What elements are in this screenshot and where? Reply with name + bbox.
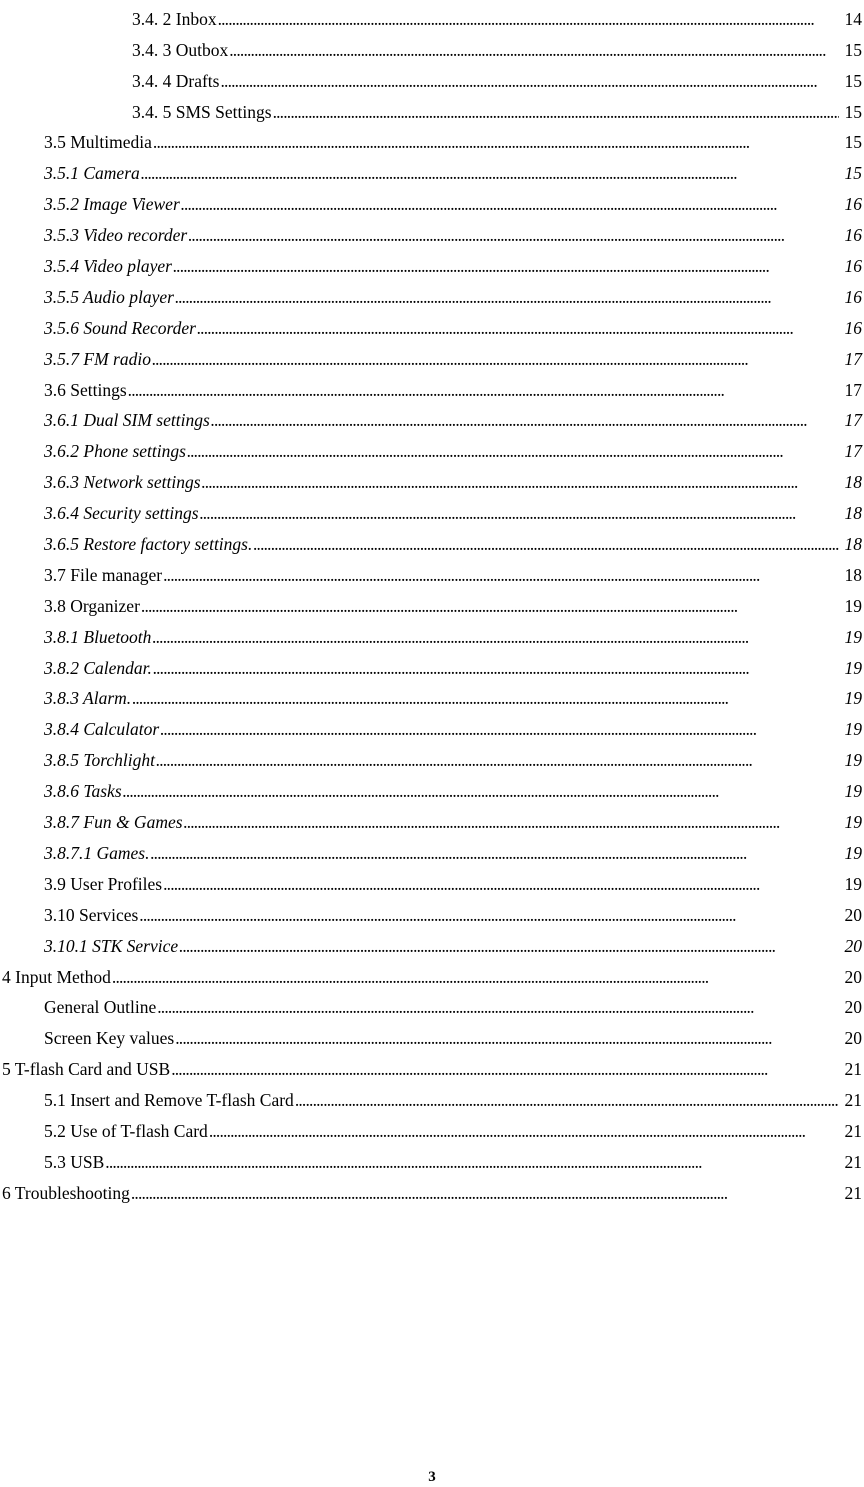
toc-dot-leader bbox=[171, 1058, 839, 1080]
toc-entry-page: 15 bbox=[844, 70, 862, 91]
toc-dot-leader bbox=[153, 657, 839, 679]
toc-entry-title: 3.6.3 Network settings bbox=[44, 472, 201, 493]
toc-dot-leader bbox=[141, 162, 839, 184]
toc-entry-page: 21 bbox=[844, 1090, 862, 1111]
toc-dot-leader bbox=[173, 255, 839, 277]
toc-entry-title: General Outline bbox=[44, 997, 157, 1018]
toc-dot-leader bbox=[197, 317, 839, 339]
toc-entry-title: 3.6.5 Restore factory settings. bbox=[44, 534, 253, 555]
toc-entry-page: 18 bbox=[844, 503, 862, 524]
page-number: 3 bbox=[428, 1469, 436, 1485]
toc-entry-page: 18 bbox=[844, 534, 862, 555]
toc-entry[interactable] bbox=[0, 802, 864, 833]
toc-entry[interactable] bbox=[0, 1049, 864, 1080]
toc-entry-title: 3.8.1 Bluetooth bbox=[44, 626, 152, 647]
toc-entry-page: 20 bbox=[844, 1028, 862, 1049]
toc-entry-title: 3.5 Multimedia bbox=[44, 132, 152, 153]
toc-entry-title: 3.5.7 FM radio bbox=[44, 348, 151, 369]
toc-entry-page: 20 bbox=[844, 966, 862, 987]
toc-entry[interactable] bbox=[0, 1111, 864, 1142]
toc-entry-title: 3.5.1 Camera bbox=[44, 163, 140, 184]
toc-dot-leader bbox=[220, 70, 839, 92]
toc-entry-page: 20 bbox=[844, 935, 862, 956]
toc-entry-title: 6 Troubleshooting bbox=[2, 1182, 130, 1203]
toc-entry-page: 19 bbox=[844, 750, 862, 771]
toc-dot-leader bbox=[153, 131, 839, 153]
toc-entry-title: 3.5.2 Image Viewer bbox=[44, 194, 180, 215]
toc-entry[interactable] bbox=[0, 1018, 864, 1049]
toc-entry[interactable] bbox=[0, 740, 864, 771]
toc-entry[interactable] bbox=[0, 709, 864, 740]
toc-dot-leader bbox=[128, 379, 839, 401]
toc-entry-page: 19 bbox=[844, 873, 862, 894]
toc-entry-title: 3.5.3 Video recorder bbox=[44, 225, 188, 246]
toc-entry[interactable] bbox=[0, 895, 864, 926]
toc-entry[interactable] bbox=[0, 401, 864, 432]
toc-dot-leader bbox=[139, 904, 839, 926]
toc-entry-title: 3.4. 3 Outbox bbox=[132, 39, 229, 60]
toc-entry-page: 15 bbox=[844, 101, 862, 122]
toc-entry-title: 3.8.7 Fun & Games bbox=[44, 812, 183, 833]
toc-entry[interactable] bbox=[0, 771, 864, 802]
toc-dot-leader bbox=[273, 101, 839, 123]
toc-entry[interactable] bbox=[0, 61, 864, 92]
toc-entry[interactable] bbox=[0, 431, 864, 462]
toc-dot-leader bbox=[218, 8, 839, 30]
toc-entry-title: 3.6.2 Phone settings bbox=[44, 441, 186, 462]
toc-entry[interactable] bbox=[0, 524, 864, 555]
toc-entry-page: 18 bbox=[844, 564, 862, 585]
toc-entry-title: 3.8.7.1 Games. bbox=[44, 842, 150, 863]
toc-entry-page: 19 bbox=[844, 595, 862, 616]
toc-entry-page: 21 bbox=[844, 1059, 862, 1080]
toc-entry[interactable] bbox=[0, 0, 864, 30]
toc-dot-leader bbox=[156, 749, 839, 771]
toc-entry-title: 3.5.4 Video player bbox=[44, 256, 172, 277]
toc-entry-page: 14 bbox=[844, 8, 862, 29]
toc-dot-leader bbox=[188, 224, 839, 246]
toc-entry[interactable] bbox=[0, 957, 864, 988]
toc-entry-title: 3.6 Settings bbox=[44, 379, 127, 400]
toc-entry[interactable] bbox=[0, 864, 864, 895]
toc-entry[interactable] bbox=[0, 277, 864, 308]
toc-entry[interactable] bbox=[0, 462, 864, 493]
toc-entry-title: 3.7 File manager bbox=[44, 564, 163, 585]
toc-entry-title: 4 Input Method bbox=[2, 966, 111, 987]
toc-dot-leader bbox=[209, 1120, 839, 1142]
toc-dot-leader bbox=[295, 1089, 839, 1111]
toc-entry-page: 20 bbox=[844, 997, 862, 1018]
toc-dot-leader bbox=[229, 39, 839, 61]
toc-dot-leader bbox=[253, 533, 839, 555]
toc-entry-title: 3.8.2 Calendar. bbox=[44, 657, 152, 678]
toc-dot-leader bbox=[152, 348, 839, 370]
toc-dot-leader bbox=[184, 811, 839, 833]
toc-entry[interactable] bbox=[0, 988, 864, 1019]
toc-entry-title: 3.8.5 Torchlight bbox=[44, 750, 156, 771]
toc-entry-page: 17 bbox=[844, 441, 862, 462]
toc-entry-title: 3.6.1 Dual SIM settings bbox=[44, 410, 210, 431]
toc-dot-leader bbox=[112, 966, 839, 988]
toc-entry-page: 21 bbox=[844, 1120, 862, 1141]
toc-entry-page: 19 bbox=[844, 781, 862, 802]
toc-entry[interactable] bbox=[0, 92, 864, 123]
toc-dot-leader bbox=[163, 873, 839, 895]
toc-entry-title: 3.8.4 Calculator bbox=[44, 719, 160, 740]
toc-entry-title: 3.8.3 Alarm. bbox=[44, 688, 132, 709]
toc-dot-leader bbox=[179, 935, 839, 957]
toc-entry-title: 3.4. 5 SMS Settings bbox=[132, 101, 272, 122]
toc-entry[interactable] bbox=[0, 246, 864, 277]
toc-entry-page: 21 bbox=[844, 1182, 862, 1203]
toc-entry[interactable] bbox=[0, 370, 864, 401]
toc-entry-title: 3.9 User Profiles bbox=[44, 873, 163, 894]
toc-entry-title: 3.4. 2 Inbox bbox=[132, 8, 217, 29]
toc-entry-title: 3.10 Services bbox=[44, 904, 139, 925]
toc-entry-title: Screen Key values bbox=[44, 1028, 175, 1049]
toc-entry-page: 16 bbox=[844, 286, 862, 307]
toc-dot-leader bbox=[131, 1182, 839, 1204]
toc-entry[interactable] bbox=[0, 1142, 864, 1173]
toc-entry[interactable] bbox=[0, 833, 864, 864]
toc-dot-leader bbox=[181, 193, 839, 215]
toc-entry-title: 5.2 Use of T-flash Card bbox=[44, 1120, 208, 1141]
toc-entry[interactable] bbox=[0, 308, 864, 339]
toc-entry[interactable] bbox=[0, 679, 864, 710]
toc-entry-title: 3.5.5 Audio player bbox=[44, 286, 174, 307]
toc-entry-title: 3.8.6 Tasks bbox=[44, 781, 122, 802]
toc-dot-leader bbox=[132, 687, 839, 709]
toc-entry[interactable] bbox=[0, 123, 864, 154]
toc-entry-title: 3.6.4 Security settings bbox=[44, 503, 199, 524]
toc-dot-leader bbox=[105, 1151, 839, 1173]
toc-entry-title: 5 T-flash Card and USB bbox=[2, 1059, 171, 1080]
toc-entry[interactable] bbox=[0, 1080, 864, 1111]
toc-entry[interactable] bbox=[0, 184, 864, 215]
toc-entry-title: 3.5.6 Sound Recorder bbox=[44, 317, 196, 338]
toc-entry-page: 16 bbox=[844, 225, 862, 246]
toc-entry-page: 15 bbox=[844, 39, 862, 60]
toc-entry-page: 18 bbox=[844, 472, 862, 493]
toc-dot-leader bbox=[152, 626, 839, 648]
toc-entry[interactable] bbox=[0, 555, 864, 586]
toc-entry-title: 5.3 USB bbox=[44, 1151, 105, 1172]
toc-entry-page: 16 bbox=[844, 256, 862, 277]
toc-dot-leader bbox=[175, 1027, 839, 1049]
toc-dot-leader bbox=[163, 564, 839, 586]
toc-dot-leader bbox=[200, 502, 839, 524]
toc-entry[interactable] bbox=[0, 30, 864, 61]
toc-entry-page: 19 bbox=[844, 842, 862, 863]
toc-entry-title: 3.10.1 STK Service bbox=[44, 935, 179, 956]
toc-entry[interactable] bbox=[0, 215, 864, 246]
toc-entry[interactable] bbox=[0, 648, 864, 679]
toc-dot-leader bbox=[202, 471, 839, 493]
toc-entry[interactable] bbox=[0, 586, 864, 617]
toc-entry-page: 21 bbox=[844, 1151, 862, 1172]
toc-dot-leader bbox=[157, 996, 839, 1018]
toc-entry-title: 3.8 Organizer bbox=[44, 595, 140, 616]
toc-entry-page: 19 bbox=[844, 688, 862, 709]
toc-entry-page: 16 bbox=[844, 317, 862, 338]
toc-dot-leader bbox=[187, 440, 839, 462]
toc-entry-page: 19 bbox=[844, 812, 862, 833]
toc-entry[interactable] bbox=[0, 493, 864, 524]
toc-entry-page: 17 bbox=[844, 379, 862, 400]
toc-entry-page: 19 bbox=[844, 657, 862, 678]
toc-entry[interactable] bbox=[0, 1173, 864, 1204]
toc-dot-leader bbox=[160, 718, 839, 740]
toc-entry-page: 19 bbox=[844, 719, 862, 740]
toc-entry[interactable] bbox=[0, 926, 864, 957]
toc-dot-leader bbox=[175, 286, 839, 308]
toc-entry-page: 17 bbox=[844, 410, 862, 431]
toc-entry-page: 19 bbox=[844, 626, 862, 647]
toc-entry[interactable] bbox=[0, 617, 864, 648]
toc-entry-page: 17 bbox=[844, 348, 862, 369]
toc-dot-leader bbox=[211, 409, 839, 431]
toc-entry-title: 3.4. 4 Drafts bbox=[132, 70, 220, 91]
toc-dot-leader bbox=[123, 780, 839, 802]
toc-dot-leader bbox=[150, 842, 839, 864]
toc-entry-page: 15 bbox=[844, 163, 862, 184]
toc-dot-leader bbox=[141, 595, 839, 617]
toc-entry-title: 5.1 Insert and Remove T-flash Card bbox=[44, 1090, 294, 1111]
toc-entry-page: 20 bbox=[844, 904, 862, 925]
toc-entry-page: 15 bbox=[844, 132, 862, 153]
toc-entry[interactable] bbox=[0, 339, 864, 370]
toc-entry-page: 16 bbox=[844, 194, 862, 215]
toc-entry[interactable] bbox=[0, 153, 864, 184]
